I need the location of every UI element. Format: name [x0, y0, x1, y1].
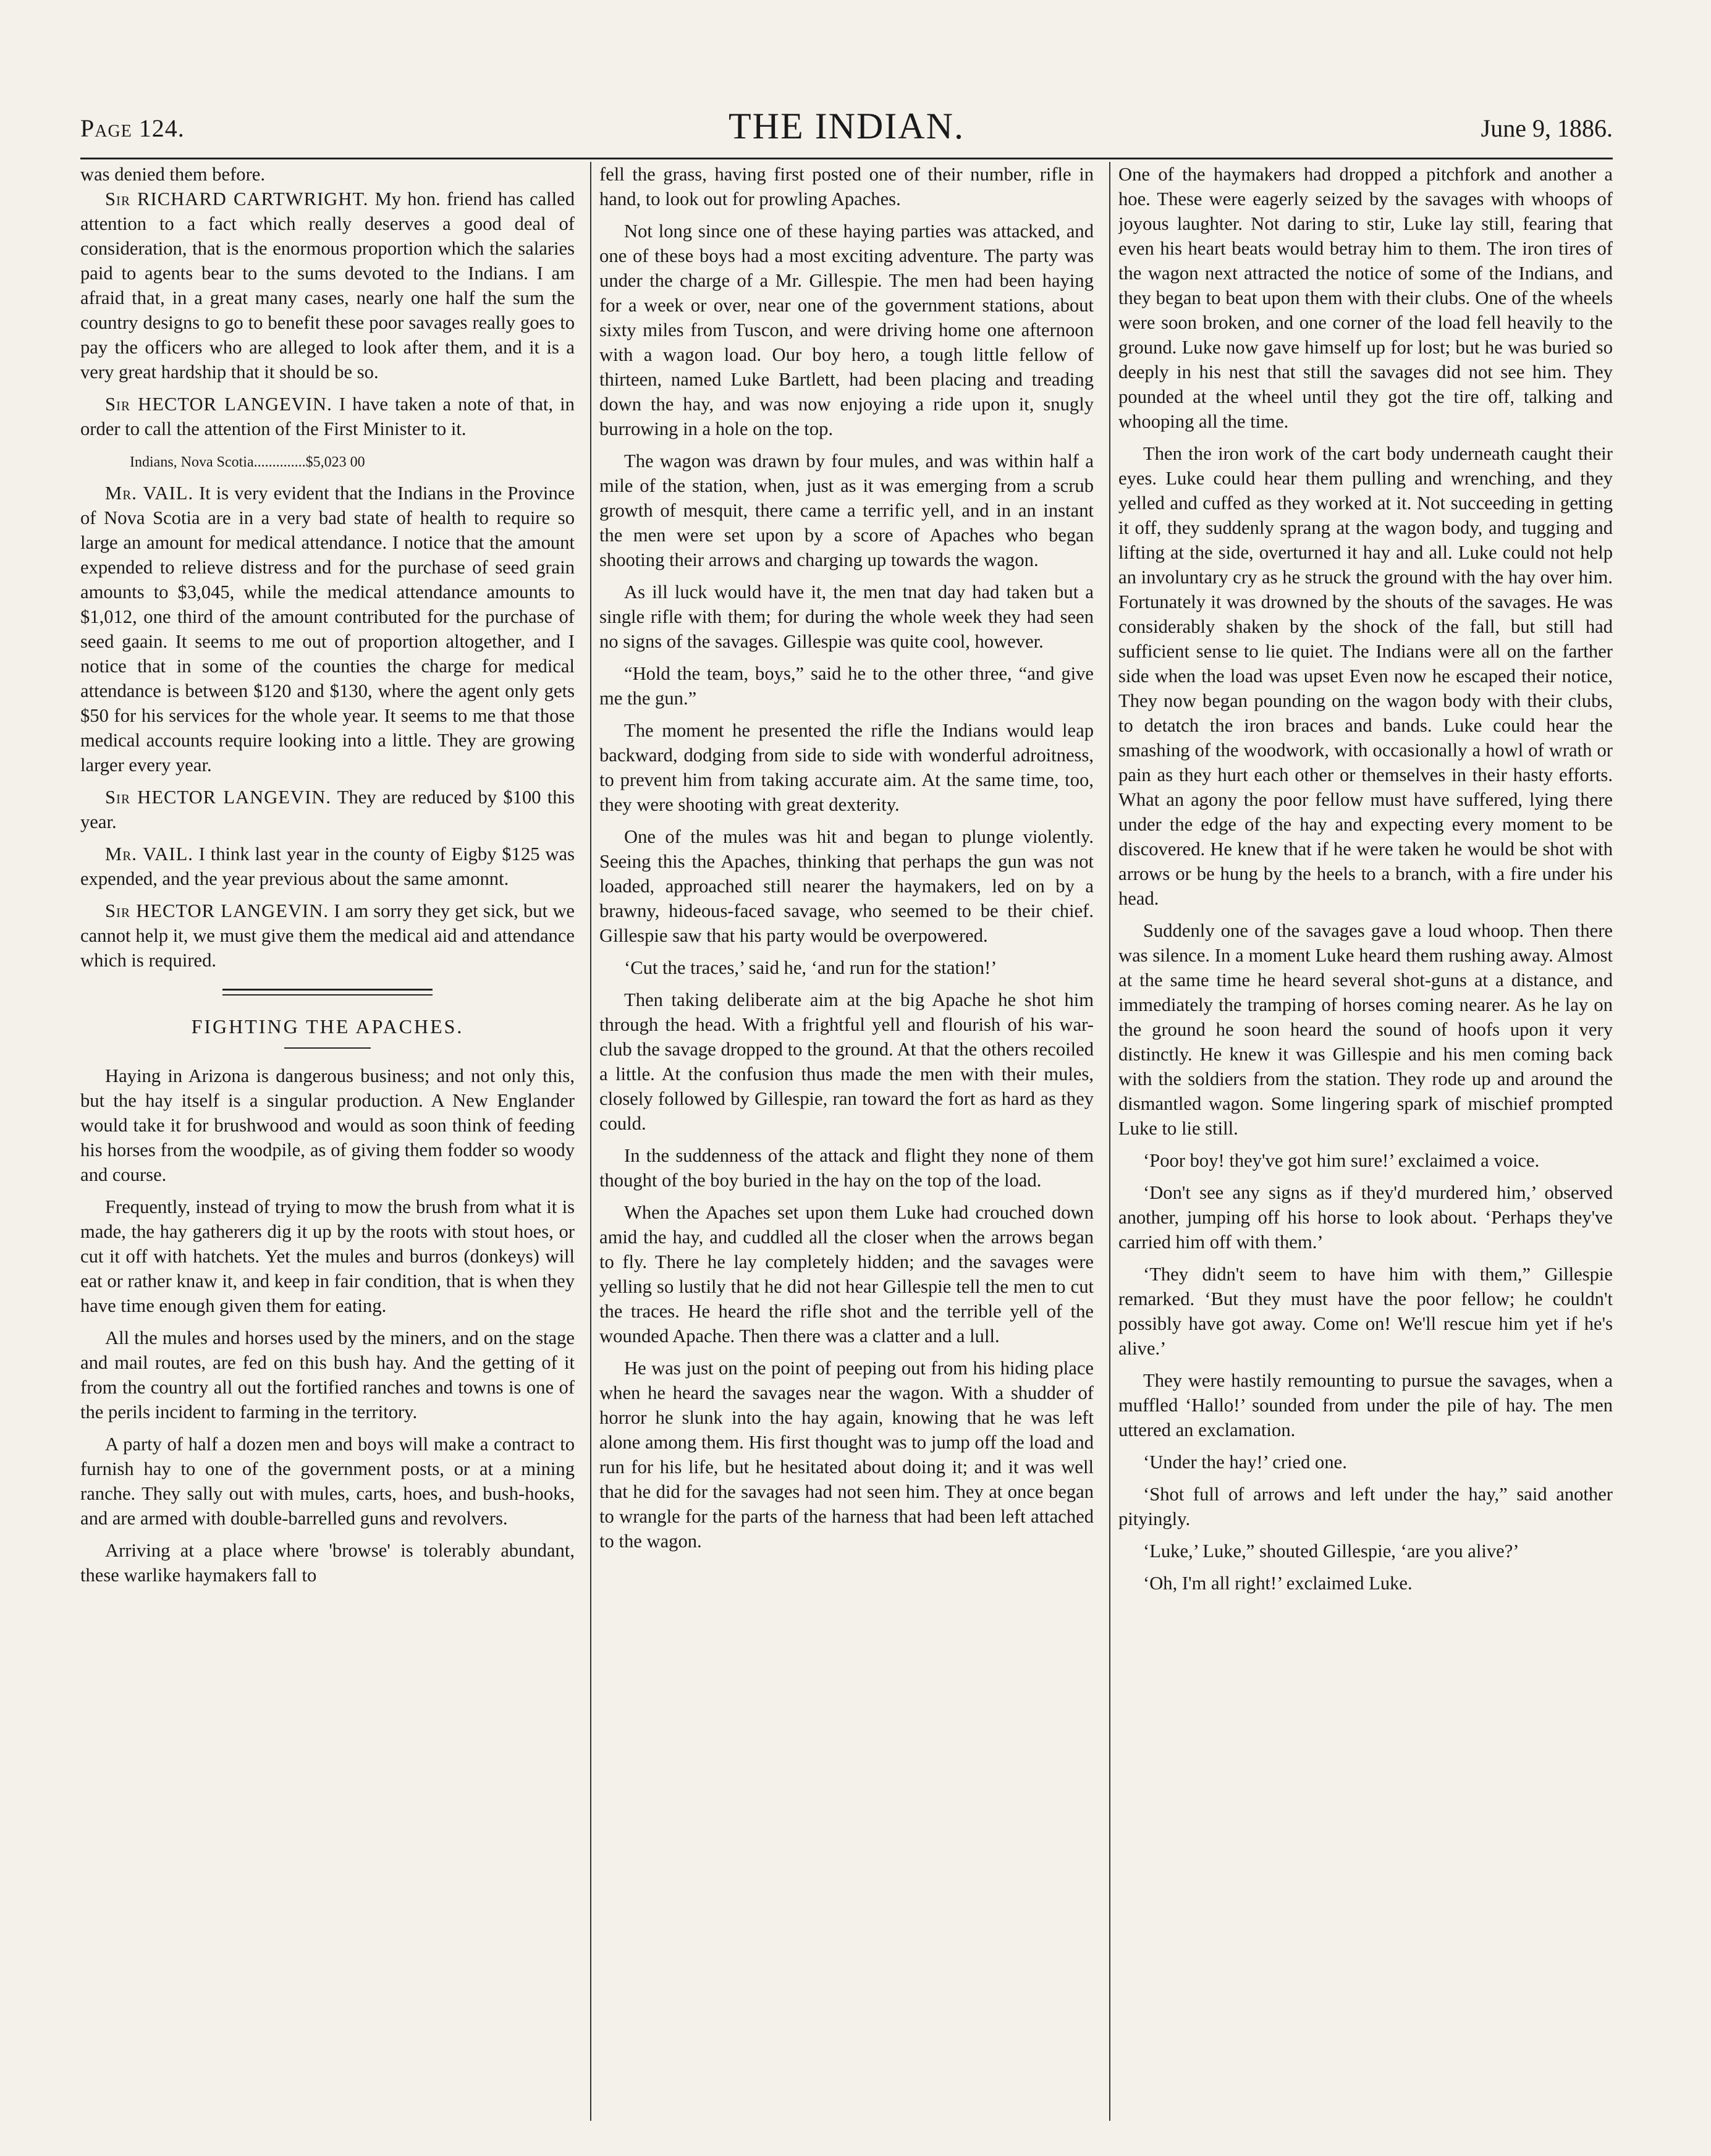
speech-text: They are reduced by $100 this year.: [80, 787, 575, 832]
column-1: [80, 162, 575, 2121]
paragraph: Haying in Arizona is dangerous business; and not only this, but the hay itself is a singular production. A New Englander would take it for brushwood and would as soon think of feeding his horses from the woodpile, as of giving them fodder so woody and course.: [80, 1065, 575, 1185]
speech-text: I am sorry they get sick, but we cannot help it, we must give them the medical aid and attendance which is required.: [80, 900, 575, 971]
paragraph: He was just on the point of peeping out from his hiding place when he heard the savages near the wagon. With a shudder of horror he slunk into the hay again, knowing that he was left alone among them. His first thought was to jump off the load and run for his life, but he hesitated about doing it; and it was well that he did for the savages had not seen him. They at once began to wrangle for the parts of the harness that had been left attached to the wagon.: [599, 1358, 1094, 1552]
issue-date: June 9, 1886.: [1481, 114, 1613, 142]
paragraph: Then the iron work of the cart body underneath caught their eyes. Luke could hear them pulling and wrenching, and they yelled and cuffed as they worked at it. Not succeeding in getting it off, they suddenly sprang at the wagon body, and tugging and lifting at the side, overturned it hay and all. Luke could not help an involuntary cry as he struck the ground with the hay over him. Fortunately it was drowned by the shouts of the savages. He was considerably shaken by the shock of the fall, but still had sufficient sense to lie quiet. The Indians were all on the farther side when the load was upset Even now he escaped their notice, They now began pounding on the wagon body with their clubs, to detatch the iron braces and bands. Luke could hear the smashing of the woodwork, with occasionally a howl of wrath or pain as they hurt each other or themselves in their hasty efforts. What an agony the poor fellow must have suffered, lying there under the edge of the hay and expecting every moment to be discovered. He knew that if he were taken he would be shot with arrows or be hung by the heels to a branch, with a fire under his head.: [1118, 443, 1613, 909]
paragraph: ‘Under the hay!’ cried one.: [1143, 1452, 1347, 1473]
header-rule: [80, 158, 1613, 159]
budget-line: Indians, Nova Scotia..............$5,023 00: [130, 454, 365, 470]
paragraph: [80, 842, 575, 891]
speech-text: It is very evident that the Indians in the Province of Nova Scotia are in a very bad state of health to require so large an amount for medical attendance. I notice that the amount expended to relieve distress and for the purchase of seed grain amounts to $3,045, while the medical attendance amounts to $1,012, one third of the amount contributed for the purchase of seed gaain. It seems to me out of proportion altogether, and I notice that in some of the counties the charge for medical attendance is between $120 and $130, where the agent only gets $50 for his services for the whole year. It seems to me that those medical accounts require looking into a little. They are growing larger every year.: [80, 483, 575, 776]
paragraph: In the suddenness of the attack and flight they none of them thought of the boy buried in the hay on the top of the load.: [599, 1145, 1094, 1191]
paragraph: [80, 187, 575, 384]
paragraph: The moment he presented the rifle the Indians would leap backward, dodging from side to side with wonderful adroitness, to prevent him from taking accurate aim. At the same time, too, they were shooting with great dexterity.: [599, 720, 1094, 815]
speech-text: My hon. friend has called attention to a fact which really deserves a good deal of consideration, that is the enormous proportion which the salaries paid to agents bear to the sums devoted to the Indians. I am afraid that, in a great many cases, nearly one half the sum the country designs to go to benefit these poor savages really goes to pay the officers who are alleged to look after them, and it is a very great hardship that it should be so.: [80, 188, 575, 383]
speaker-name: Sir HECTOR LANGEVIN.: [105, 394, 332, 415]
section-title: FIGHTING THE APACHES.: [191, 1015, 464, 1038]
paragraph: [80, 481, 575, 777]
paragraph: ‘They didn't seem to have him with them,” Gillespie remarked. ‘But they must have the poor fellow; he couldn't possibly have got away. Come on! We'll rescue him yet if he's alive.’: [1118, 1264, 1613, 1359]
section-divider: [222, 989, 433, 996]
title-underline: [284, 1047, 371, 1049]
paragraph: They were hastily remounting to pursue the savages, when a muffled ‘Hallo!’ sounded from under the pile of hay. The men uttered an exclamation.: [1118, 1370, 1613, 1440]
paragraph: Frequently, instead of trying to mow the brush from what it is made, the hay gatherers dig it up by the roots with stout hoes, or cut it off with hatchets. Yet the mules and burros (donkeys) will eat or rather knaw it, and keep in fair condition, that is when they have time enough given them for eating.: [80, 1196, 575, 1316]
speech-text: I have taken a note of that, in order to call the attention of the First Minister to it.: [80, 394, 575, 439]
speaker-name: Mr. VAIL.: [105, 843, 193, 865]
paragraph: A party of half a dozen men and boys will make a contract to furnish hay to one of the government posts, or at a mining ranche. They sally out with mules, carts, hoes, and bush-hooks, and are armed with double-barrelled guns and revolvers.: [80, 1434, 575, 1529]
page-number: Page 124.: [80, 114, 185, 142]
column-3: [1118, 162, 1613, 2121]
paragraph: The wagon was drawn by four mules, and was within half a mile of the station, when, just as it was emerging from a scrub growth of mesquit, there came a terrific yell, and in an instant the men were set upon by a score of Apaches who began shooting their arrows and charging up towards the wagon.: [599, 450, 1094, 570]
speaker-name: Mr. VAIL.: [105, 483, 194, 504]
masthead-title: THE INDIAN.: [729, 106, 965, 146]
column-2: [599, 162, 1094, 2121]
paragraph: One of the mules was hit and began to plunge violently. Seeing this the Apaches, thinking that perhaps the gun was not loaded, approached still nearer the haymakers, led on by a brawny, hideous-faced savage, who seemed to be their chief. Gillespie saw that his party would be overpowered.: [599, 826, 1094, 946]
paragraph: Then taking deliberate aim at the big Apache he shot him through the head. With a frightful yell and flourish of his war-club the savage dropped to the ground. At that the others recoiled a little. At the confusion thus made the men with their mules, closely followed by Gillespie, ran toward the fort as hard as they could.: [599, 989, 1094, 1134]
paragraph: As ill luck would have it, the men tnat day had taken but a single rifle with them; for during the whole week they had seen no signs of the savages. Gillespie was quite cool, however.: [599, 581, 1094, 652]
speaker-name: Sir HECTOR LANGEVIN.: [105, 787, 332, 808]
paragraph: [80, 392, 575, 441]
paragraph: ‘Luke,’ Luke,” shouted Gillespie, ‘are you alive?’: [1143, 1541, 1519, 1562]
paragraph: “Hold the team, boys,” said he to the other three, “and give me the gun.”: [599, 663, 1094, 709]
paragraph: ‘Don't see any signs as if they'd murdered him,’ observed another, jumping off his horse to look about. ‘Perhaps they've carried him off with them.’: [1118, 1182, 1613, 1253]
paragraph: When the Apaches set upon them Luke had crouched down amid the hay, and cuddled all the closer when the arrows began to fly. There he lay completely hidden; and the savages were yelling so lustily that he did not hear Gillespie tell the men to cut the traces. He heard the rifle shot and the terrible yell of the wounded Apache. Then there was a clatter and a lull.: [599, 1202, 1094, 1346]
paragraph: All the mules and horses used by the miners, and on the stage and mail routes, are fed on this bush hay. And the getting of it from the country all out the fortified ranches and towns is one of the perils incident to farming in the territory.: [80, 1327, 575, 1423]
paragraph: One of the haymakers had dropped a pitchfork and another a hoe. These were eagerly seized by the savages with whoops of joyous laughter. Not daring to stir, Luke lay still, fearing that even his heart beats would betray him to them. The iron tires of the wagon next attracted the notice of some of the Indians, and they began to beat upon them with their clubs. One of the wheels were soon broken, and one corner of the load fell heavily to the ground. Luke now gave himself up for lost; but he was buried so deeply in his nest that still the savages did not see him. They pounded at the wheel until they got the tire off, talking and whooping all the time.: [1118, 164, 1613, 432]
speech-text: I think last year in the county of Eigby $125 was expended, and the year previous about the same amonnt.: [80, 843, 575, 889]
column-divider: [1109, 162, 1110, 2121]
paragraph: Suddenly one of the savages gave a loud whoop. Then there was silence. In a moment Luke heard them rushing away. Almost at the same time he heard several shot-guns at a distance, and immediately the tramping of horses coming nearer. As he lay on the ground he soon heard the sound of hoofs upon it very distinctly. He knew it was Gillespie and his men coming back with the soldiers from the station. They rode up and around the dismantled wagon. Some lingering spark of mischief prompted Luke to lie still.: [1118, 920, 1613, 1139]
column-divider: [590, 162, 591, 2121]
paragraph: fell the grass, having first posted one of their number, rifle in hand, to look out for prowling Apaches.: [599, 164, 1094, 209]
paragraph: ‘Poor boy! they've got him sure!’ exclaimed a voice.: [1143, 1150, 1540, 1171]
paragraph: ‘Shot full of arrows and left under the hay,” said another pityingly.: [1118, 1484, 1613, 1529]
paragraph: [80, 898, 575, 973]
paragraph: Arriving at a place where 'browse' is tolerably abundant, these warlike haymakers fall to: [80, 1540, 575, 1586]
paragraph: ‘Cut the traces,’ said he, ‘and run for the station!’: [624, 957, 997, 978]
speaker-name: Sir HECTOR LANGEVIN.: [105, 900, 329, 921]
paragraph: Not long since one of these haying parties was attacked, and one of these boys had a most exciting adventure. The party was under the charge of a Mr. Gillespie. The men had been haying for a week or over, near one of the government stations, about sixty miles from Tuscon, and were driving home one afternoon with a wagon load. Our boy hero, a tough little fellow of thirteen, named Luke Bartlett, had been placing and treading down the hay, and was now enjoying a ride upon it, snugly burrowing in a hole on the top.: [599, 221, 1094, 439]
speaker-name: Sir RICHARD CARTWRIGHT.: [105, 188, 369, 209]
page-header: [80, 105, 1613, 154]
paragraph: was denied them before.: [80, 164, 266, 185]
paragraph: [80, 785, 575, 834]
paragraph: ‘Oh, I'm all right!’ exclaimed Luke.: [1143, 1573, 1413, 1594]
